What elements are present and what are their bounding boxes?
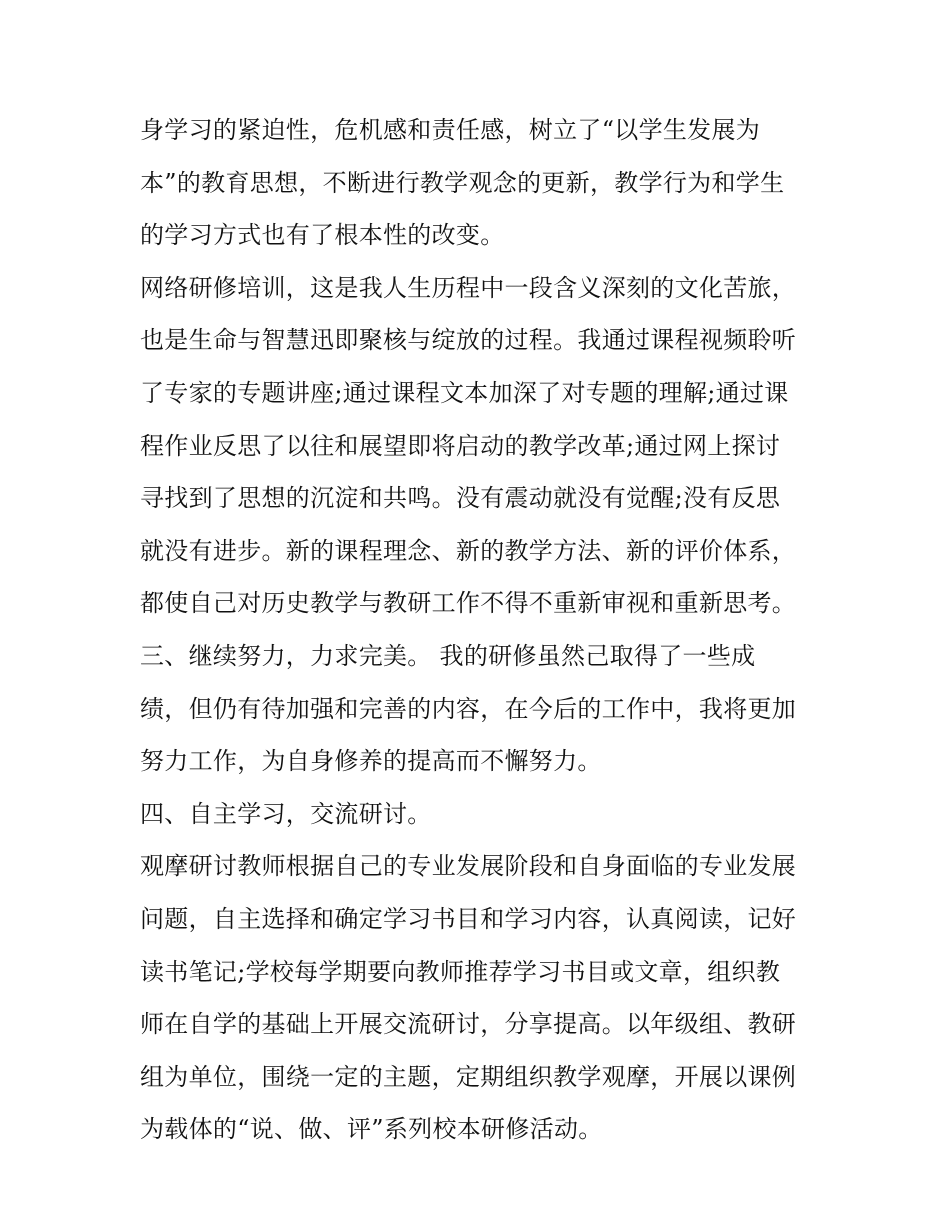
text-line-12: 绩，但仍有待加强和完善的内容，在今后的工作中，我将更加 [140,694,797,723]
text-line-2: 本”的教育思想，不断进行教学观念的更新，教学行为和学生 [140,168,785,197]
text-line-9: 就没有进步。新的课程理念、新的教学方法、新的评价体系， [140,536,797,565]
section-heading-4: 四、自主学习，交流研讨。 [140,799,432,828]
text-line-19: 组为单位，围绕一定的主题，定期组织教学观摩，开展以课例 [140,1062,797,1091]
text-line-4: 网络研修培训，这是我人生历程中一段含义深刻的文化苦旅， [140,273,797,302]
body-text [140,104,820,1156]
text-line-8: 寻找到了思想的沉淀和共鸣。没有震动就没有觉醒;没有反思 [140,484,781,513]
section-heading-3: 三、继续努力，力求完美。 我的研修虽然己取得了一些成 [140,641,756,670]
text-line-17: 读书笔记;学校每学期要向教师推荐学习书目或文章，组织教 [140,957,781,986]
text-line-15: 观摩研讨教师根据自己的专业发展阶段和自身面临的专业发展 [140,852,797,881]
text-line-6: 了专家的专题讲座;通过课程文本加深了对专题的理解;通过课 [140,378,789,407]
text-line-3: 的学习方式也有了根本性的改变。 [140,221,505,250]
text-line-10: 都使自己对历史教学与教研工作不得不重新审视和重新思考。 [140,589,797,618]
text-line-16: 问题，自主选择和确定学习书目和学习内容，认真阅读，记好 [140,904,797,933]
text-line-7: 程作业反思了以往和展望即将启动的教学改革;通过网上探讨 [140,431,781,460]
text-line-1: 身学习的紧迫性，危机感和责任感，树立了“以学生发展为 [140,116,761,144]
text-line-20: 为载体的“说、做、评”系列校本研修活动。 [140,1115,603,1144]
text-line-18: 师在自学的基础上开展交流研讨，分享提高。以年级组、教研 [140,1010,797,1039]
text-line-13: 努力工作，为自身修养的提高而不懈努力。 [140,747,602,776]
text-line-5: 也是生命与智慧迅即聚核与绽放的过程。我通过课程视频聆听 [140,326,797,355]
